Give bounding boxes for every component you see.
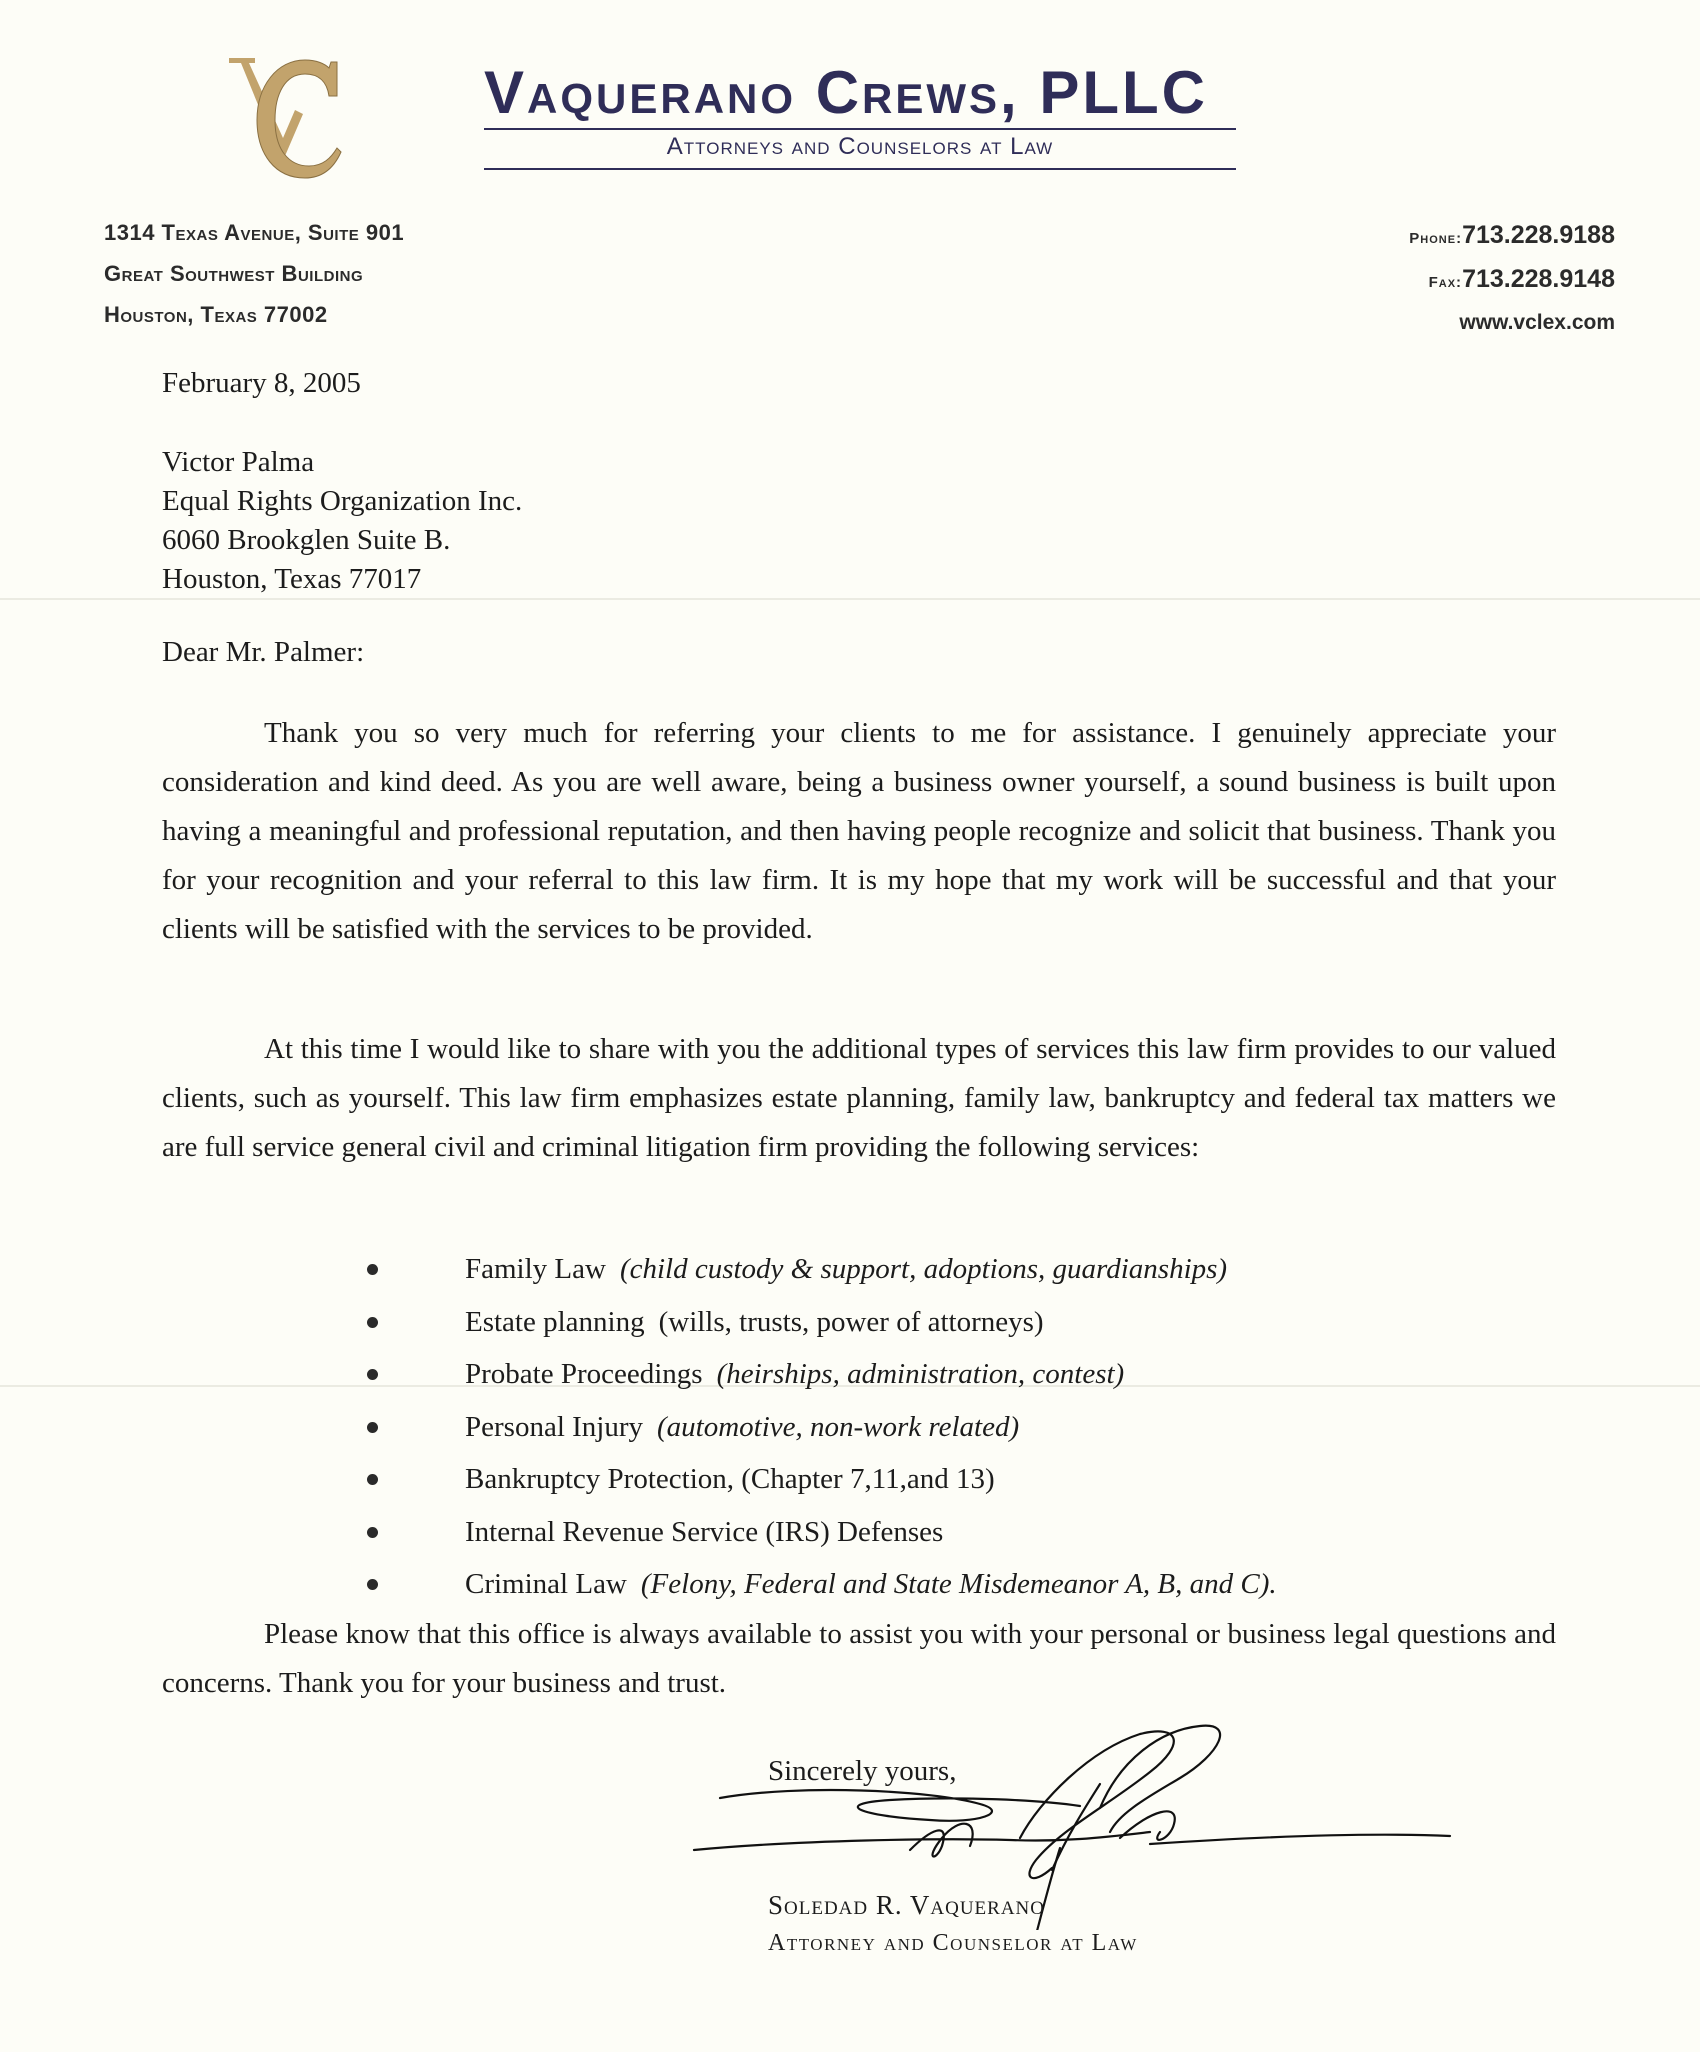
firm-tagline: Attorneys and Counselors at Law — [666, 133, 1054, 160]
service-detail: (child custody & support, adoptions, guardianships) — [619, 1253, 1228, 1285]
recipient-street: 6060 Brookglen Suite B. — [162, 524, 451, 556]
address-line: Houston, Texas 77002 — [104, 302, 328, 327]
service-name: Personal Injury — [465, 1410, 643, 1443]
bullet-icon — [367, 1317, 378, 1328]
vc-monogram-logo — [225, 52, 345, 182]
service-name: Family Law — [465, 1253, 606, 1285]
closing: Sincerely yours, — [768, 1755, 957, 1787]
bullet-icon — [367, 1579, 378, 1590]
recipient-address — [162, 443, 522, 599]
bullet-icon — [367, 1422, 378, 1433]
service-detail: (automotive, non-work related) — [657, 1410, 1020, 1443]
firm-name: Vaquerano Crews, PLLC — [484, 59, 1209, 126]
letter-date: February 8, 2005 — [162, 367, 361, 399]
service-detail: (wills, trusts, power of attorneys) — [658, 1305, 1044, 1338]
address-line: 1314 Texas Avenue, Suite 901 — [104, 220, 405, 245]
recipient-organization: Equal Rights Organization Inc. — [162, 485, 523, 517]
service-name: Internal Revenue Service (IRS) Defenses — [465, 1515, 944, 1548]
service-name: Probate Proceedings — [465, 1358, 703, 1390]
body-paragraph: Please know that this office is always available to assist you with your personal or business legal questions and concerns. Thank you for your business and trust. — [162, 1618, 1556, 1699]
bullet-icon — [367, 1369, 378, 1380]
address-line: Great Southwest Building — [104, 261, 364, 286]
firm-address — [104, 212, 404, 335]
phone-number: 713.228.9188 — [1462, 221, 1615, 249]
recipient-name: Victor Palma — [162, 446, 315, 478]
phone-label: Phone: — [1409, 230, 1463, 247]
firm-contact — [1409, 215, 1615, 343]
website: www.vclex.com — [1459, 311, 1615, 334]
bullet-icon — [367, 1527, 378, 1538]
body-paragraph: At this time I would like to share with you the additional types of services this law firm provides to our valued clients, such as yourself. This law firm emphasizes estate planning, family law, bankruptcy and federal tax matters we are full service general civil and criminal litigation firm providing the following services: — [162, 1033, 1556, 1163]
bullet-icon — [367, 1264, 378, 1275]
service-name: Estate planning — [465, 1305, 645, 1338]
body-paragraph: Thank you so very much for referring your clients to me for assistance. I genuinely appreciate your consideration and kind deed. As you are well aware, being a business owner yourself, a sound business is built upon having a meaningful and professional reputation, and then having people recognize and solicit that business. Thank you for your recognition and your referral to this law firm. It is my hope that my work will be successful and that your clients will be satisfied with the services to be provided. — [162, 717, 1556, 945]
fax-number: 713.228.9148 — [1462, 265, 1615, 293]
fax-label: Fax: — [1428, 274, 1463, 291]
service-detail: (Felony, Federal and State Misdemeanor A, B, and C). — [640, 1568, 1277, 1600]
signer-name: Soledad R. Vaquerano — [768, 1890, 1045, 1920]
service-name: Criminal Law — [465, 1568, 627, 1600]
recipient-city: Houston, Texas 77017 — [162, 563, 422, 595]
phone-line — [1409, 215, 1615, 259]
service-detail: (heirships, administration, contest) — [716, 1358, 1125, 1390]
signer-title: Attorney and Counselor at Law — [768, 1930, 1138, 1956]
fax-line — [1409, 259, 1615, 303]
letterhead-rule — [484, 168, 1236, 170]
salutation: Dear Mr. Palmer: — [162, 636, 365, 668]
letterhead-rule — [484, 128, 1236, 130]
bullet-icon — [367, 1474, 378, 1485]
service-name: Bankruptcy Protection, (Chapter 7,11,and 13) — [465, 1463, 995, 1495]
